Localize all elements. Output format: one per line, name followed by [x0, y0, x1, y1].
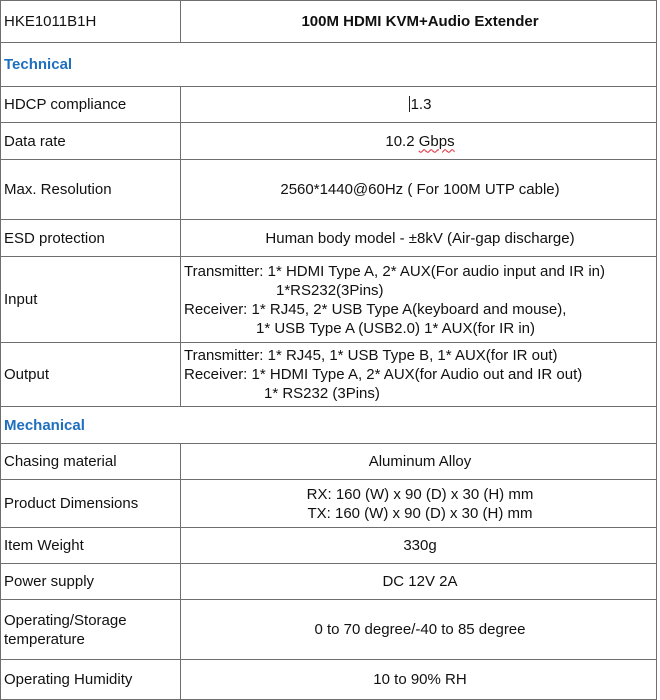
output-line: 1* RS232 (3Pins): [264, 385, 380, 402]
humidity-value: 10 to 90% RH: [181, 660, 657, 700]
material-value: Aluminum Alloy: [181, 444, 657, 480]
output-value-cell: [181, 343, 657, 407]
section-heading-technical: Technical: [1, 43, 657, 87]
input-line: 1*RS232(3Pins): [276, 281, 384, 299]
table-row: [1, 660, 657, 700]
model-cell: HKE1011B1H: [1, 1, 181, 43]
table-row: [1, 444, 657, 480]
power-value: DC 12V 2A: [181, 564, 657, 600]
input-value-cell: [181, 257, 657, 343]
table-row: [1, 123, 657, 160]
dimensions-value-cell: [181, 480, 657, 528]
section-row-mechanical: [1, 407, 657, 444]
temperature-label-cell: [1, 600, 181, 660]
data-rate-value-cell: [181, 123, 657, 160]
temperature-value: 0 to 70 degree/-40 to 85 degree: [181, 600, 657, 660]
output-line: Receiver: 1* HDMI Type A, 2* AUX(for Audio out and IR out): [184, 366, 583, 383]
data-rate-unit: Gbps: [418, 132, 455, 150]
weight-value: 330g: [181, 528, 657, 564]
temperature-label-line: temperature: [4, 630, 85, 648]
text-cursor: [409, 96, 410, 112]
input-label: Input: [1, 257, 181, 343]
esd-label: ESD protection: [1, 220, 181, 257]
power-label: Power supply: [1, 564, 181, 600]
resolution-label: Max. Resolution: [1, 160, 181, 220]
table-row: [1, 160, 657, 220]
output-label: Output: [1, 343, 181, 407]
input-line: 1* USB Type A (USB2.0) 1* AUX(for IR in): [256, 319, 536, 337]
resolution-value: 2560*1440@60Hz ( For 100M UTP cable): [181, 160, 657, 220]
table-row: [1, 220, 657, 257]
input-line: Transmitter: 1* HDMI Type A, 2* AUX(For audio input and IR in): [184, 262, 606, 280]
data-rate-label: Data rate: [1, 123, 181, 160]
hdcp-label: HDCP compliance: [1, 87, 181, 123]
table-row: [1, 257, 657, 343]
dimensions-tx: TX: 160 (W) x 90 (D) x 30 (H) mm: [307, 504, 533, 522]
table-row-header: [1, 1, 657, 43]
section-heading-mechanical: Mechanical: [1, 407, 657, 444]
table-row: [1, 600, 657, 660]
table-row: [1, 343, 657, 407]
material-label: Chasing material: [1, 444, 181, 480]
table-row: [1, 564, 657, 600]
dimensions-label: Product Dimensions: [1, 480, 181, 528]
table-row: [1, 480, 657, 528]
output-line: Transmitter: 1* RJ45, 1* USB Type B, 1* AUX(for IR out): [184, 347, 558, 364]
section-row-technical: [1, 43, 657, 87]
product-title-cell: 100M HDMI KVM+Audio Extender: [181, 1, 657, 43]
temperature-label-line: Operating/Storage: [4, 611, 127, 629]
table-row: [1, 528, 657, 564]
weight-label: Item Weight: [1, 528, 181, 564]
hdcp-value: 1.3: [410, 96, 432, 113]
hdcp-value-cell: [181, 87, 657, 123]
humidity-label: Operating Humidity: [1, 660, 181, 700]
data-rate-number: 10.2: [385, 132, 419, 150]
dimensions-rx: RX: 160 (W) x 90 (D) x 30 (H) mm: [306, 485, 534, 503]
esd-value: Human body model - ±8kV (Air-gap discharge): [181, 220, 657, 257]
input-line: Receiver: 1* RJ45, 2* USB Type A(keyboard and mouse),: [184, 300, 567, 318]
table-row: [1, 87, 657, 123]
